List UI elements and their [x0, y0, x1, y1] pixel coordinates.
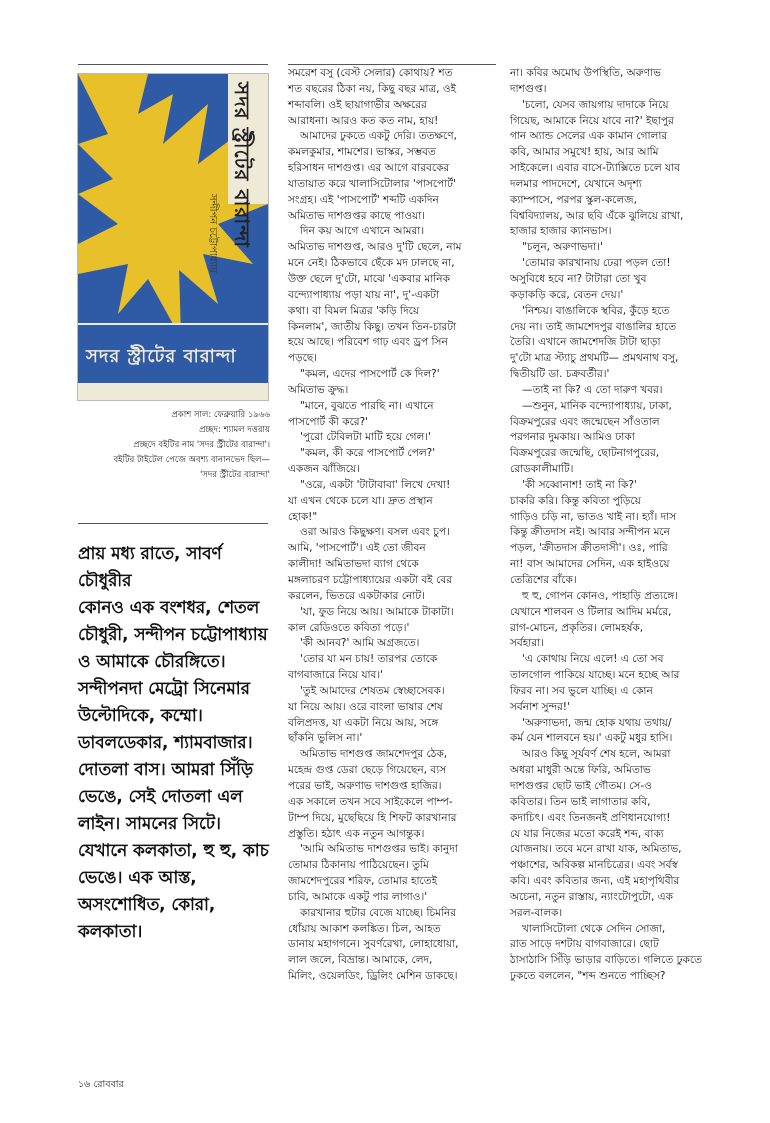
pull-quote-line: ভেঙে। এক আস্ত,: [78, 867, 197, 887]
top-rule-left: [78, 64, 268, 65]
article-line: যোজনায়। তবে মনে রাখা যাক, অমিতাভ,: [510, 843, 682, 856]
article-line: "কমল, এদের পাসপোর্ট কে দিল?': [300, 368, 440, 381]
article-line: হাজার হাজার ক্যানভাস।: [510, 225, 612, 238]
article-line: "ওরে, একটা 'টাটাবাবা' লিখে দেখা!: [300, 478, 451, 491]
article-line: চাকরি করি। কিন্তু কবিতা পুড়িয়ে: [510, 494, 641, 507]
article-line: চাবি, আমাকে একটু পার লাগাও।': [288, 890, 428, 903]
article-line: হু হু, গোপন কোনও, পাহাড়ি প্রত্যঙ্গে।: [522, 589, 678, 602]
article-line: কথা। বা বিমল মিত্রর 'কড়ি দিয়ে: [288, 304, 420, 317]
article-line: কবি। এবং কবিতার জন্য, এই মহাপৃথিবীর: [510, 875, 680, 888]
article-line: ফিরব না। সব ভুলে যাচ্ছি। এ কোন: [510, 684, 653, 697]
article-line: ডানায় মহাগগনে। সুবর্ণরেখা, লোহাধোয়া,: [288, 938, 459, 951]
article-line: 'অরুণাভদা, জন্ম হোক যথায় তথায়/: [522, 716, 672, 729]
caption-line: প্রচ্ছদে বইটির নাম 'সদর স্ট্রীটের বারান্দা'।: [133, 440, 270, 450]
article-line: অমিতাভ ক্রুদ্ধ।: [288, 383, 349, 396]
article-line: যা এখন থেকে চলে যা। দ্রুত প্রস্থান: [288, 494, 433, 507]
caption-line: প্রচ্ছদ: শ্যামল দত্তরায়: [199, 425, 270, 435]
pull-quote-line: কোনও এক বংশধর, শেতল: [78, 597, 260, 617]
pull-quote-line: অসংশোধিত, কোরা,: [78, 894, 216, 914]
article-line: তোমার ঠিকানায় পাঠিয়েছেন। তুমি: [288, 859, 429, 872]
article-line: পরগনার দুমকায়। আমিও ঢাকা: [510, 431, 635, 444]
article-line: গান অ্যান্ড সেলের এক কামান গোলার: [510, 130, 668, 143]
article-line: ছাঁকনি ভুলিস না।': [288, 732, 363, 745]
article-line: বিক্রমপুরের এবং জন্মেছেন সাঁওতাল: [510, 415, 660, 428]
caption-line: 'সদর স্ট্রীটের বারান্দা': [199, 470, 270, 480]
pull-quote-line: ভেঙে, সেই দোতলা এল: [78, 786, 243, 806]
article-line: শব্দাবলি। ওই ছায়াগাভীর অক্ষরের: [288, 98, 427, 111]
article-line: —তাই না কি? এ তো দারুণ খবর।: [522, 383, 663, 396]
top-rule-mid: [288, 64, 496, 65]
article-line: সর্বনাশ সুন্দর!': [510, 700, 570, 713]
article-line: ওরা আরও কিছুক্ষণ। বসল এবং চুপ।: [300, 526, 450, 539]
article-line: যা নিয়ে আয়। ওরে বাংলা ভাষার শেষ: [288, 700, 443, 713]
article-line: একজন ঝাঁজিয়ে।: [288, 463, 360, 476]
article-line: প্রস্তুতি। হঠাৎ এক নতুন আগন্তুক।: [288, 827, 425, 840]
article-line: —শুনুন, মানিক বন্দ্যোপাধ্যায়, ঢাকা,: [522, 399, 672, 412]
article-line: অমিতাভ দাশগুপ্ত জামশেদপুর ঠেক,: [300, 748, 448, 761]
article-line: কর্ম যেন শালবনে হয়।' একটু মধুর হাসি।: [510, 732, 673, 745]
pull-quote-line: যেখানে কলকাতা, হু হু, কাচ: [78, 840, 269, 860]
article-line: যে যার নিজের মতো করেই শব্দ, বাক্য: [510, 827, 664, 840]
article-line: মিলিং, ওয়েলডিং, ড্রিলিং মেশিন ডাকছে।: [288, 970, 458, 983]
article-line: 'এ কোথায় নিয়ে এলে! এ তো সব: [522, 653, 664, 666]
pull-quote-line: কলকাতা।: [78, 921, 143, 941]
article-line: 'তোমার কারখানায় ঢেরা পড়ল তো!: [522, 257, 671, 270]
article-line: আমাদের ঢুকতে একটু দেরি। ততক্ষণে,: [300, 130, 457, 143]
article-line: তালগোল পাকিয়ে যাচ্ছে। মনে হচ্ছে আর: [510, 669, 680, 682]
article-line: না! বাস আমাদের সেদিন, এক হাইওয়ে: [510, 558, 670, 571]
article-line: দাশগুপ্তর ছোট ভাই গৌতম। সে-ও: [510, 779, 652, 792]
pull-quote-line: ও আমাকে চৌরঙ্গিতে।: [78, 651, 226, 671]
article-line: সর্বহারা।: [510, 637, 544, 650]
article-line: জামশেদপুরের শরিফ, তোমার হাতেই: [288, 875, 438, 888]
pull-quote: [78, 540, 274, 945]
article-line: যেখানে শালবন ও টিলার আদিম মর্মরে,: [510, 605, 672, 618]
article-line: কিন্তু ক্রীতদাস নই। আবার সন্দীপন মনে: [510, 526, 670, 539]
cover-title: সদর স্ট্রীটের বারান্দা: [230, 82, 254, 249]
article-line: কিনলাম', জাতীয় কিছু। তখন তিন-চারটা: [288, 320, 457, 333]
article-line: "চলুন, অরুণাভদা।': [522, 241, 603, 254]
article-line: উক্ত ছেলে দু'টো, মাঝে 'একবার মানিক: [288, 272, 450, 285]
article-line: দু'টো মাত্র স্ট্যাচু প্রথমটি— প্রমথনাথ বসু,: [510, 352, 679, 365]
article-line: কাল রেডিওতে কবিতা পড়ে।': [288, 621, 410, 634]
caption-line: বইটির টাইটেল পেজে অবশ্য বানানভেদ ছিল—: [113, 455, 270, 465]
article-line: কমলকুমার, শামশের। ভাস্কর, সম্ভবত: [288, 146, 436, 159]
article-line: বিশ্ববিদ্যালয়, আর ছবি এঁকে ঝুলিয়ে রাখা,: [510, 209, 684, 222]
column-middle: [288, 66, 498, 985]
article-line: যাতায়াত করে খালাসিটোলার 'পাসপোর্ট': [288, 177, 456, 190]
pull-quote-line: প্রায় মধ্য রাতে, সাবর্ণ চৌধুরীর: [78, 543, 222, 590]
article-line: কবিতার। তিন ভাই লাগাতার কবি,: [510, 795, 651, 808]
article-line: পঞ্চাশের, অবিকল্প মানচিত্রের। এবং সর্বস্ব: [510, 859, 678, 872]
column-right: [510, 66, 722, 985]
article-line: 'চলো, যেসব জায়গায় দাদাকে নিয়ে: [522, 98, 669, 111]
article-line: বিক্রমপুরের জন্মেছি, ছোটনাগপুরের,: [510, 447, 660, 460]
article-line: দেয় না। তাই জামশেদপুর বাঙালির হাতে: [510, 320, 677, 333]
article-line: 'কী সব্বোনাশ! তাই না কি?': [522, 478, 637, 491]
article-line: সংগ্রহ। এই 'পাসপোর্ট' শব্দটি একদিন: [288, 193, 439, 206]
article-line: কবি, আমার সমুখে! হায়, আর আমি: [510, 146, 659, 159]
caption-line: প্রকাশ সাল: ফেব্রুয়ারি ১৯৬৬: [171, 410, 270, 420]
article-line: অসুবিধে হবে না? টাটারা তো খুব: [510, 272, 647, 285]
article-line: বন্দ্যোপাধ্যায় পড়া যায় না', দু'-একটা: [288, 288, 440, 301]
article-line: 'তোর যা মন চায়! তারপর তোকে: [300, 653, 438, 666]
pull-quote-line: উল্টোদিকে, কম্মো।: [78, 705, 203, 725]
article-line: 'কী আনব?' আমি অগ্রজতে।: [300, 637, 420, 650]
article-line: পরের ভাই, অরুণাভ দাশগুপ্ত হাজির।: [288, 779, 442, 792]
article-line: না। কবির অমোঘ উপস্থিতি, অরুণাভ: [510, 67, 661, 79]
article-line: হয়ে আছে। পরিবেশ গাঢ় এবং ড্রপ সিন: [288, 336, 448, 349]
article-line: শত বছরের ঠিকা নয়, কিছু বছর মাত্র, ওই: [288, 82, 457, 95]
article-line: অমিতাভ দাশগুপ্তর কাছে পাওয়া।: [288, 209, 426, 222]
article-line: দিন কয় আগে এখানে আমরা।: [300, 225, 425, 238]
cover-caption: [74, 408, 270, 483]
pull-quote-line: লাইন। সামনের সিটে।: [78, 813, 221, 833]
article-line: 'তুই আমাদের শেষতম স্বেচ্ছাসেবক।: [300, 684, 445, 697]
article-line: খালাসিটোলা থেকে সেদিন সোজা,: [522, 922, 666, 935]
article-line: কালীদা! অমিতাভদা ব্যাগ থেকে: [288, 558, 419, 571]
article-line: হোক!": [288, 510, 318, 523]
article-line: ক্যাম্পাসে, পরপর স্কুল-কলেজ,: [510, 193, 637, 206]
article-line: রাগ-মোচন, প্রকৃতির। লোমহর্ষক,: [510, 621, 644, 634]
article-line: গিয়েছ, আমাকে নিয়ে যাবে না?' ইছাপুর: [510, 114, 674, 127]
pull-quote-line: চৌধুরী, সন্দীপন চট্টোপাধ্যায়: [78, 624, 268, 644]
article-line: ঢুকতে বললেন, "শব্দ শুনতে পাচ্ছিস?: [510, 970, 666, 983]
article-line: গাড়িও চড়ি না, ভাতও খাই না। হ্যাঁ। দাস: [510, 510, 677, 523]
article-line: অমিতাভ দাশগুপ্ত, আরও দু'টি ছেলে, নাম: [288, 241, 462, 254]
article-line: 'নিশ্চয়। বাঙালিকে স্থবির, কুঁড়ে হতে: [522, 304, 670, 317]
pull-quote-line: সন্দীপনদা মেট্রো সিনেমার: [78, 678, 250, 698]
article-line: রোডকালীমাটি।: [510, 463, 574, 476]
article-line: সাইকেলে। এবার বাসে-ট্যাক্সিতে চলে যাব: [510, 162, 680, 175]
article-line: পড়ছে।: [288, 352, 317, 365]
article-line: 'আমি অমিতাভ দাশগুপ্তর ভাই। কানুদা: [300, 843, 458, 856]
article-line: তৈরি। এখানে জামশেদজি টাটা ছাড়া: [510, 336, 661, 349]
article-line: ঠাসাঠাসি সিঁড়ি ভাড়ার বাড়িতে। গলিতে ঢুকতে: [510, 954, 702, 967]
page-footer: ১৬ রোববার: [78, 1079, 124, 1090]
article-line: অধরা মাধুরী অন্তে ফিরি, অমিতাভ: [510, 764, 651, 777]
article-line: দাশগুপ্ত।: [510, 82, 547, 95]
article-line: হরিসাধন দাশগুপ্ত। এর আগে বারবকের: [288, 162, 450, 175]
article-line: কারখানার হুটার বেজে যাচ্ছে। চিমনির: [300, 906, 457, 919]
article-line: ধোঁয়ায় আকাশ কলঙ্কিত। চিল, আহত: [288, 922, 441, 935]
article-line: পড়ল, 'ক্রীতদাস ক্রীতদাসী'। ওঃ, পারি: [510, 542, 668, 555]
article-line: তেত্রিশের বাঁকে।: [510, 574, 577, 586]
article-line: বলিপ্রদত্ত, যা একটা নিয়ে আয়, সঙ্গে: [288, 716, 439, 729]
article-line: লাল জলে, বিভ্রান্ত। আমাকে, লেদ,: [288, 954, 433, 967]
cover-author: সন্দীপন চট্টোপাধ্যায়: [207, 194, 218, 274]
article-line: রাত সাড়ে দশটায় বাগবাজারে। ছোট: [510, 938, 659, 951]
article-line: আমি, 'পাসপোর্ট'। এই তো জীবন: [288, 542, 426, 555]
article-line: আরও কিছু সূর্যবর্ণ শেষ হলে, আমরা: [522, 748, 671, 761]
article-line: পাসপোর্ট কী করে?': [288, 415, 369, 428]
article-line: "মানে, বুঝতে পারছি না। এখানে: [300, 399, 434, 412]
article-line: মঙ্গলাচরণ চট্টোপাধ্যায়ের একটা বই বের: [288, 574, 452, 586]
article-line: সমরেশ বসু (বেস্ট সেলার) কোথায়? শত: [288, 67, 453, 79]
article-line: দলমার পাদদেশে, যেখানে অদৃশ্য: [510, 177, 642, 190]
article-line: 'যা, ফুড নিয়ে আয়। আমাকে টাকাটা।: [300, 605, 454, 618]
article-line: মনে নেই। ঠিকভাবে ছেঁকে মদ ঢালছে না,: [288, 257, 455, 270]
pull-quote-line: ডাবলডেকার, শ্যামবাজার।: [78, 732, 253, 752]
article-line: বাগবাজারে নিয়ে যাব।': [288, 669, 384, 682]
article-line: কড়াকড়ি করে, বেতন দেয়।': [510, 288, 624, 301]
article-line: টাম্প দিয়ে, মুছেছিয়ে হি শিফট কারখানার: [288, 811, 457, 824]
article-line: 'পুরো টেবিলটা মাটি হয়ে গেল।': [300, 431, 431, 444]
cover-band-text: সদর স্ট্রীটের বারান্দা: [86, 346, 237, 367]
caption-rule: [78, 523, 268, 524]
article-line: কদাচিৎ। এবং তিনজনই প্রণিধানযোগ্য!: [510, 811, 671, 824]
article-line: এক সকালে তখন সবে সাইকেলে পাম্প-: [288, 795, 453, 808]
pull-quote-line: দোতলা বাস। আমরা সিঁড়ি: [78, 759, 253, 779]
article-line: দ্বিতীয়টি ডা. চক্রবর্তীর।': [510, 368, 610, 381]
article-line: সরল-বালক।: [510, 906, 563, 919]
article-line: অচেনা, নতুন রাস্তায়, ন্যাংটোপুটো, এক: [510, 890, 673, 903]
article-line: মহেন্দ্র গুপ্ত ডেরা ছেড়ে গিয়েছেন, ব্যস: [288, 764, 447, 777]
book-cover: [78, 74, 268, 400]
article-line: আরাধনা। আরও কত কত নাম, হায়!: [288, 114, 439, 127]
article-line: "কমল, কী করে পাসপোর্ট পেল?': [300, 447, 436, 460]
article-line: করলেন, ভিতরে একটাকার নোট।: [288, 589, 425, 602]
